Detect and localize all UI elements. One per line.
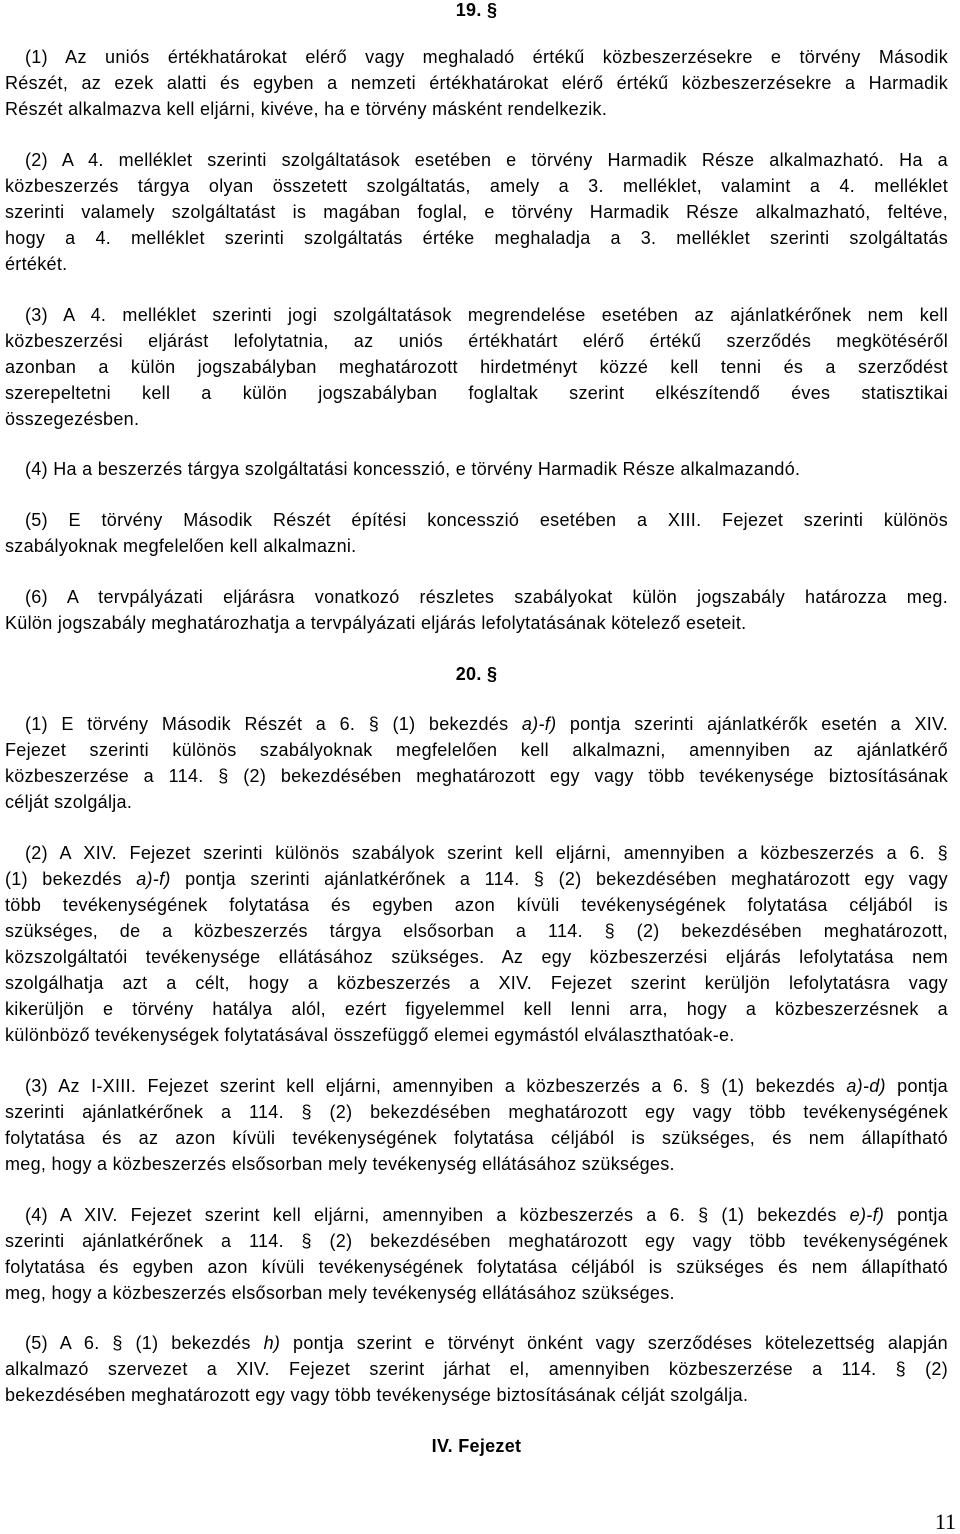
text-run: (1) E törvény Második Részét a 6. § (1) bekezdés xyxy=(25,714,522,735)
text-run: (6) A tervpályázati eljárásra vonatkozó részletes szabályokat külön jogszabály határozza meg. xyxy=(25,586,948,607)
italic-point-reference: a)-f) xyxy=(136,869,171,889)
text-line xyxy=(5,1202,948,1228)
paragraph xyxy=(5,711,948,815)
paragraph xyxy=(5,840,948,1048)
text-run: célját szolgálja. xyxy=(5,792,133,813)
text-line xyxy=(5,328,948,354)
text-run: azonban a külön jogszabályban meghatározott hirdetményt közzé kell tenni és a szerződést xyxy=(5,356,948,377)
text-run: Részét, az ezek alatti és egyben a nemzeti értékhatárokat elérő értékű közbeszerzésekre a Harmadik xyxy=(5,73,948,93)
text-line xyxy=(5,944,948,970)
paragraph xyxy=(5,1073,948,1177)
text-line xyxy=(5,456,948,482)
text-run: folytatása és egyben azon kívüli tevékenységének folytatása céljából is szükséges és nem állapítható xyxy=(5,1256,948,1277)
text-run: (3) A 4. melléklet szerinti jogi szolgáltatások megrendelése esetében az ajánlatkérőnek nem kell xyxy=(25,304,948,325)
text-line xyxy=(5,789,948,815)
text-run: meg, hogy a közbeszerzés elsősorban mely tevékenység ellátásához szükséges. xyxy=(5,1153,675,1174)
paragraph xyxy=(5,584,948,636)
text-run: értékét. xyxy=(5,253,68,274)
text-line xyxy=(5,866,948,892)
text-line xyxy=(5,1356,948,1382)
text-run: meg, hogy a közbeszerzés elsősorban mely tevékenység ellátásához szükséges. xyxy=(5,1282,675,1303)
text-line xyxy=(5,1022,948,1048)
paragraph xyxy=(5,1202,948,1306)
text-run: közbeszerzése a 114. § (2) bekezdésében meghatározott egy vagy több tevékenysége biztosításának xyxy=(5,766,948,787)
text-line xyxy=(5,507,948,533)
text-line xyxy=(5,970,948,996)
text-run: több tevékenységének folytatása és egyben azon kívüli tevékenységének folytatása céljából is xyxy=(5,895,948,915)
text-line xyxy=(5,44,948,70)
text-line xyxy=(5,1254,948,1280)
section-heading-19: 19. § xyxy=(455,0,498,20)
text-run: Részét alkalmazva kell eljárni, kivéve, ha e törvény másként rendelkezik. xyxy=(5,99,608,119)
text-line xyxy=(5,918,948,944)
text-line xyxy=(5,1125,948,1151)
paragraph xyxy=(5,302,948,432)
text-line xyxy=(5,610,948,636)
text-run: szolgálhatja azt a célt, hogy a közbeszerzés a XIV. Fejezet szerint kerüljön lefolytatásra vagy xyxy=(5,973,948,993)
paragraph xyxy=(5,507,948,559)
paragraph xyxy=(5,456,948,482)
text-line xyxy=(5,302,948,328)
section-body xyxy=(5,44,948,636)
text-run: (4) A XIV. Fejezet szerint kell eljárni, amennyiben a közbeszerzés a 6. § (1) bekezdés xyxy=(25,1204,850,1225)
italic-point-reference: a)-d) xyxy=(846,1075,886,1096)
text-run: Fejezet szerinti különös szabályoknak megfelelően kell alkalmazni, amennyiben az ajánlatkérő xyxy=(5,740,948,761)
text-run: (4) Ha a beszerzés tárgya szolgáltatási koncesszió, e törvény Harmadik Része alkalmazandó. xyxy=(25,459,801,480)
section-body xyxy=(5,711,948,1408)
text-run: pontja xyxy=(885,1075,948,1096)
text-line xyxy=(5,1382,948,1408)
text-run: (2) A XIV. Fejezet szerinti különös szabályok szerint kell eljárni, amennyiben a közbeszerzés a 6. § xyxy=(25,843,948,863)
text-line xyxy=(5,1073,948,1099)
text-line xyxy=(5,1280,948,1306)
text-run: (2) A 4. melléklet szerinti szolgáltatások esetében e törvény Harmadik Része alkalmazható. Ha a xyxy=(25,149,948,170)
text-run: közszolgáltatói tevékenysége ellátásához szükséges. Az egy közbeszerzési eljárás lefolytatása nem xyxy=(5,947,948,967)
text-line xyxy=(5,225,948,251)
text-run: közbeszerzés tárgya olyan összetett szolgáltatás, amely a 3. melléklet, valamint a 4. melléklet xyxy=(5,175,948,196)
text-run: közbeszerzési eljárást lefolytatnia, az uniós értékhatárt elérő értékű szerződés megkötéséről xyxy=(5,330,948,351)
text-line xyxy=(5,1151,948,1177)
text-line xyxy=(5,1099,948,1125)
text-line xyxy=(5,354,948,380)
text-run: folytatása és az azon kívüli tevékenységének folytatása céljából is szükséges, és nem állapítható xyxy=(5,1127,948,1148)
text-line xyxy=(5,892,948,918)
text-line xyxy=(5,996,948,1022)
text-run: hogy a 4. melléklet szerinti szolgáltatás értéke meghaladja a 3. melléklet szerinti szolgáltatás xyxy=(5,227,948,248)
text-run: különböző tevékenységek folytatásával összefüggő elemei egymástól elválaszthatóak-e. xyxy=(5,1025,735,1045)
text-run: szabályoknak megfelelően kell alkalmazni. xyxy=(5,536,357,556)
text-line xyxy=(5,1228,948,1254)
text-run: (1) bekezdés xyxy=(5,869,137,889)
italic-point-reference: h) xyxy=(263,1333,281,1354)
text-line xyxy=(5,251,948,277)
text-run: szerinti valamely szolgáltatást is magában foglal, e törvény Harmadik Része alkalmazható, feltéve, xyxy=(5,201,948,222)
text-run: Külön jogszabály meghatározhatja a tervpályázati eljárás lefolytatásának kötelező eseteit. xyxy=(5,612,747,633)
text-line xyxy=(5,173,948,199)
paragraph xyxy=(5,44,948,122)
paragraph xyxy=(5,147,948,277)
text-line xyxy=(5,840,948,866)
document-page xyxy=(5,0,948,1459)
text-run: alkalmazó szervezet a XIV. Fejezet szerint járhat el, amennyiben közbeszerzése a 114. § (2) xyxy=(5,1359,948,1380)
text-run: pontja szerint e törvényt önként vagy szerződéses kötelezettség alapján xyxy=(280,1333,948,1354)
text-run: szerinti ajánlatkérőnek a 114. § (2) bekezdésében meghatározott egy vagy több tevékenységének xyxy=(5,1230,948,1251)
text-run: bekezdésében meghatározott egy vagy több tevékenysége biztosításának célját szolgálja. xyxy=(5,1385,749,1406)
text-run: szerinti ajánlatkérőnek a 114. § (2) bekezdésében meghatározott egy vagy több tevékenységének xyxy=(5,1101,948,1122)
text-line xyxy=(5,711,948,737)
text-line xyxy=(5,533,948,559)
text-run: pontja szerinti ajánlatkérők esetén a XIV. xyxy=(556,714,949,735)
text-line xyxy=(5,737,948,763)
text-line xyxy=(5,147,948,173)
italic-point-reference: e)-f) xyxy=(849,1204,885,1225)
text-run: szükséges, de a közbeszerzés tárgya elsősorban a 114. § (2) bekezdésében meghatározott, xyxy=(5,921,948,941)
paragraph xyxy=(5,1330,948,1408)
text-run: összegezésben. xyxy=(5,408,140,429)
text-line xyxy=(5,70,948,96)
text-run: (5) A 6. § (1) bekezdés xyxy=(25,1333,264,1354)
text-line xyxy=(5,1330,948,1356)
text-line xyxy=(5,380,948,406)
text-run: (3) Az I-XIII. Fejezet szerint kell eljárni, amennyiben a közbeszerzés a 6. § (1) bekezdés xyxy=(25,1075,847,1096)
text-run: (1) Az uniós értékhatárokat elérő vagy meghaladó értékű közbeszerzésekre e törvény Második xyxy=(25,47,948,67)
text-run: (5) E törvény Második Részét építési koncesszió esetében a XIII. Fejezet szerinti különös xyxy=(25,510,948,530)
text-line xyxy=(5,406,948,432)
text-line xyxy=(5,96,948,122)
text-run: pontja szerinti ajánlatkérőnek a 114. § (2) bekezdésében meghatározott egy vagy xyxy=(170,869,948,889)
italic-point-reference: a)-f) xyxy=(521,714,557,735)
text-run: kikerüljön e törvény hatálya alól, ezért figyelemmel kell lenni arra, hogy a közbeszerzésnek a xyxy=(5,999,948,1019)
text-run: szerepeltetni kell a külön jogszabályban foglaltak szerint elkészítendő éves statisztikai xyxy=(5,382,948,403)
text-run: pontja xyxy=(884,1204,948,1225)
text-line xyxy=(5,584,948,610)
text-line xyxy=(5,199,948,225)
text-line xyxy=(5,763,948,789)
page-number: 11 xyxy=(934,1509,956,1534)
section-heading-20: 20. § xyxy=(455,663,498,684)
chapter-heading: IV. Fejezet xyxy=(431,1436,522,1456)
